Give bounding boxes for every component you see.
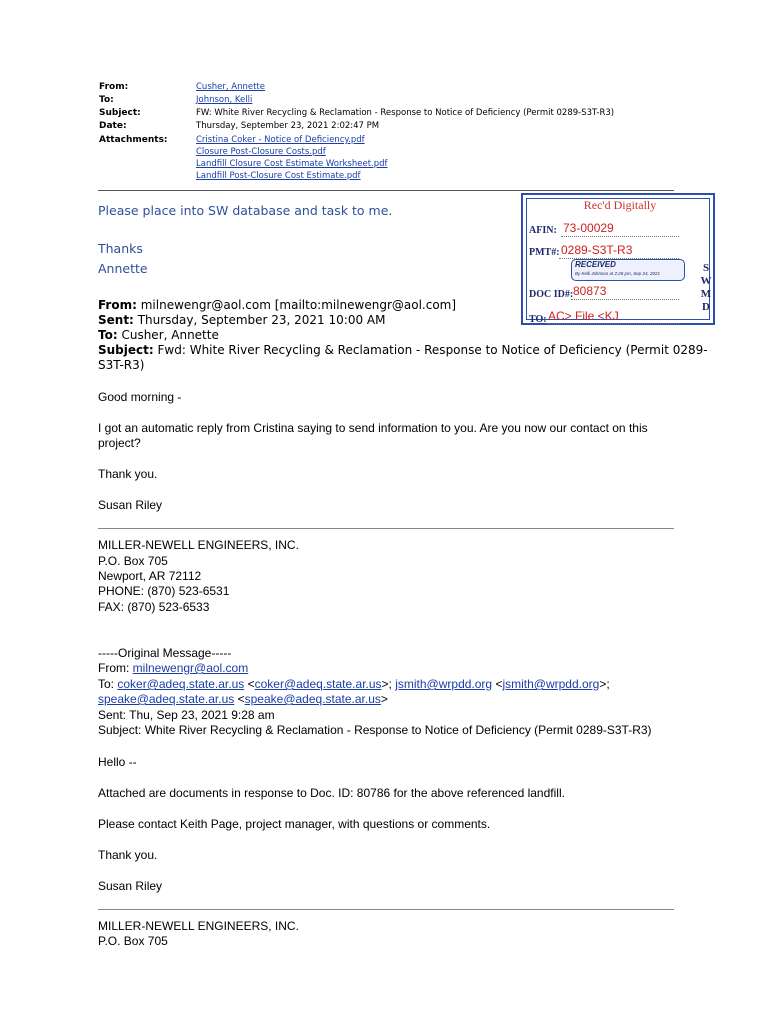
- signature-divider: [98, 909, 674, 910]
- msg1-body: I got an automatic reply from Cristina saying to send information to you. Are you now our contact on this: [98, 421, 648, 435]
- company1-po: P.O. Box 705: [98, 554, 168, 568]
- received-subtext: By Kelli Johnson at 2:28 pm, Sep 24, 2021: [575, 271, 661, 276]
- stamp-pmt-value: 0289-S3T-R3: [561, 243, 633, 257]
- stamp-to-value: AC> File <KJ: [548, 309, 619, 323]
- stamp-line: [547, 323, 679, 324]
- attachment-link[interactable]: Landfill Closure Cost Estimate Worksheet.pdf: [196, 159, 388, 169]
- orig-to-link[interactable]: jsmith@wrpdd.org: [395, 677, 493, 691]
- header-date: Thursday, September 23, 2021 2:02:47 PM: [196, 121, 380, 131]
- attachment-link[interactable]: Closure Post-Closure Costs.pdf: [196, 147, 326, 157]
- from-label: From:: [99, 82, 129, 92]
- stamp-swmd-letter: S: [702, 262, 710, 274]
- fwd-subject-cont: S3T-R3): [98, 358, 145, 372]
- fwd-to-label: To:: [98, 328, 118, 342]
- subject-label: Subject:: [99, 108, 141, 118]
- stamp-swmd-letter: D: [702, 301, 710, 313]
- stamp-to-label: TO:: [529, 314, 547, 325]
- msg2-body1: Attached are documents in response to Doc. ID: 80786 for the above referenced landfill.: [98, 786, 565, 800]
- orig-to-link[interactable]: speake@adeq.state.ar.us: [244, 692, 381, 706]
- header-to-link[interactable]: Johnson, Kelli: [196, 95, 253, 105]
- orig-to-label: To:: [98, 677, 118, 691]
- company1-fax: FAX: (870) 523-6533: [98, 600, 210, 614]
- stamp-docid-label: DOC ID#:: [529, 289, 574, 300]
- stamp-line: [561, 236, 679, 237]
- attachment-link[interactable]: Cristina Coker - Notice of Deficiency.pdf: [196, 135, 365, 145]
- orig-subject: Subject: White River Recycling & Reclamation - Response to Notice of Deficiency (Permit 0289-S3T-R3): [98, 723, 652, 737]
- company2-name: MILLER-NEWELL ENGINEERS, INC.: [98, 919, 299, 933]
- fwd-sent-label: Sent:: [98, 313, 134, 327]
- orig-from-label: From:: [98, 661, 133, 675]
- stamp-line: [571, 299, 679, 300]
- company1-name: MILLER-NEWELL ENGINEERS, INC.: [98, 538, 299, 552]
- note-thanks: Thanks: [98, 241, 143, 256]
- signature-divider: [98, 528, 674, 529]
- orig-to-link[interactable]: speake@adeq.state.ar.us: [98, 692, 235, 706]
- header-divider: [98, 190, 674, 191]
- stamp-afin-label: AFIN:: [529, 225, 557, 236]
- orig-to-link[interactable]: coker@adeq.state.ar.us: [254, 677, 382, 691]
- attachments-label: Attachments:: [99, 135, 168, 145]
- fwd-to-value: Cusher, Annette: [121, 328, 219, 342]
- note-text: Please place into SW database and task to me.: [98, 203, 393, 218]
- msg2-hello: Hello --: [98, 755, 137, 769]
- stamp-swmd-letter: M: [700, 288, 712, 300]
- orig-to-cont: speake@adeq.state.ar.us <speake@adeq.state.ar.us>: [98, 692, 388, 706]
- fwd-sent-value: Thursday, September 23, 2021 10:00 AM: [137, 313, 386, 327]
- orig-to: To: coker@adeq.state.ar.us <coker@adeq.state.ar.us>; jsmith@wrpdd.org <jsmith@wrpdd.org>;: [98, 677, 610, 691]
- stamp-afin-value: 73-00029: [563, 221, 614, 235]
- header-from-link[interactable]: Cusher, Annette: [196, 82, 265, 92]
- received-text: RECEIVED: [575, 260, 616, 269]
- received-stamp: [521, 193, 715, 325]
- note-name: Annette: [98, 261, 148, 276]
- orig-sent: Sent: Thu, Sep 23, 2021 9:28 am: [98, 708, 275, 722]
- msg2-signature: Susan Riley: [98, 879, 163, 893]
- msg1-body-cont: project?: [98, 436, 141, 450]
- stamp-docid-value: 80873: [573, 284, 607, 298]
- msg1-greeting: Good morning -: [98, 390, 182, 404]
- company1-phone: PHONE: (870) 523-6531: [98, 584, 230, 598]
- msg2-thanks: Thank you.: [98, 848, 158, 862]
- company2-po: P.O. Box 705: [98, 934, 168, 948]
- msg2-body2: Please contact Keith Page, project manager, with questions or comments.: [98, 817, 491, 831]
- fwd-from-value: milnewengr@aol.com [mailto:milnewengr@aol.com]: [140, 298, 457, 312]
- fwd-to: [98, 328, 219, 342]
- stamp-pmt-label: PMT#:: [529, 247, 560, 258]
- orig-title: -----Original Message-----: [98, 646, 232, 660]
- to-label: To:: [99, 95, 114, 105]
- msg1-signature: Susan Riley: [98, 498, 163, 512]
- orig-from-link[interactable]: milnewengr@aol.com: [132, 661, 249, 675]
- fwd-subject: [98, 343, 708, 357]
- fwd-from-label: From:: [98, 298, 137, 312]
- orig-to-link[interactable]: coker@adeq.state.ar.us: [117, 677, 245, 691]
- fwd-from: [98, 298, 456, 312]
- orig-from: [98, 661, 248, 675]
- stamp-title: Rec'd Digitally: [583, 198, 657, 212]
- date-label: Date:: [99, 121, 127, 131]
- header-subject: FW: White River Recycling & Reclamation - Response to Notice of Deficiency (Permit 0289-S3T-R3): [196, 108, 615, 118]
- orig-to-link[interactable]: jsmith@wrpdd.org: [502, 677, 600, 691]
- received-box: [571, 259, 685, 281]
- fwd-sent: [98, 313, 385, 327]
- attachment-link[interactable]: Landfill Post-Closure Cost Estimate.pdf: [196, 171, 361, 181]
- stamp-swmd-letter: W: [700, 275, 712, 287]
- fwd-subject-value: Fwd: White River Recycling & Reclamation - Response to Notice of Deficiency (Permit 0289-: [157, 343, 708, 357]
- company1-city: Newport, AR 72112: [98, 569, 202, 583]
- msg1-thanks: Thank you.: [98, 467, 158, 481]
- fwd-subject-label: Subject:: [98, 343, 154, 357]
